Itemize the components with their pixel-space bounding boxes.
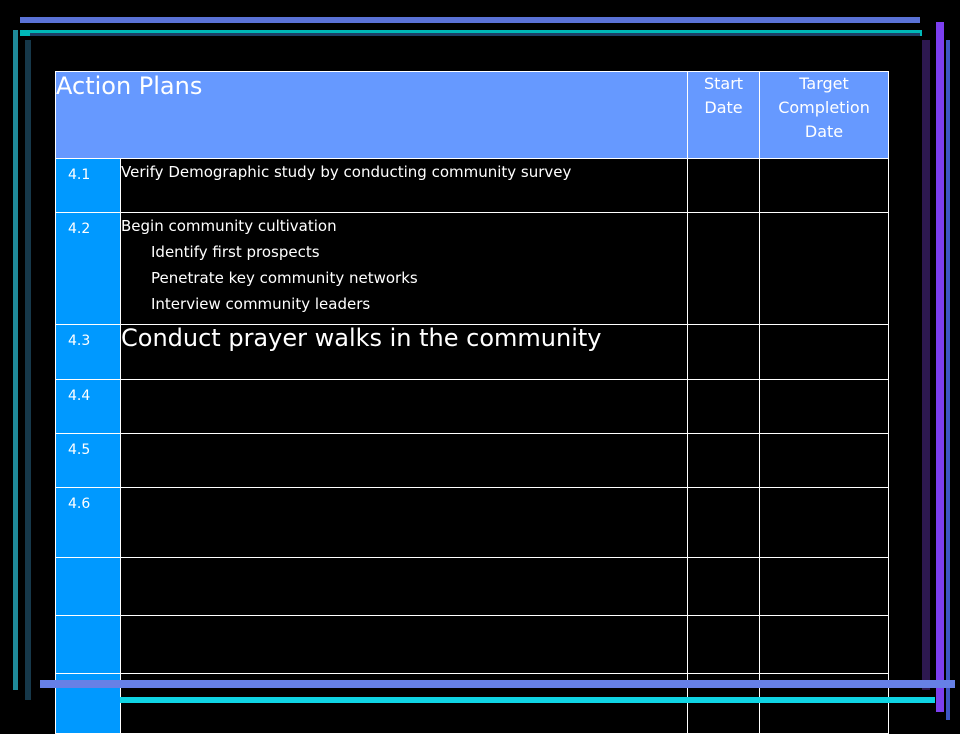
target-completion-date-header [760, 72, 889, 159]
table-row [56, 488, 889, 558]
row-number [56, 558, 121, 616]
row-description: Verify Demographic study by conducting community survey [121, 159, 688, 213]
row-sub-item: Interview community leaders [151, 295, 371, 313]
start-date-cell [688, 616, 760, 674]
start-date-cell [688, 558, 760, 616]
frame-bar-right-dark [922, 40, 930, 690]
frame-bar-right-blue [946, 40, 950, 720]
start-date-header [688, 72, 760, 159]
row-description [121, 488, 688, 558]
target-date-header-line: Date [804, 122, 844, 141]
table-header-row [56, 72, 889, 159]
table-row [56, 159, 889, 213]
target-date-cell [760, 488, 889, 558]
start-date-cell [688, 325, 760, 380]
target-date-cell [760, 159, 889, 213]
frame-bar-left [13, 30, 18, 690]
row-description [121, 380, 688, 434]
action-plans-table [55, 71, 889, 734]
target-date-cell [760, 325, 889, 380]
frame-bar-top [20, 17, 920, 23]
table-row [56, 616, 889, 674]
row-number: 4.5 [56, 434, 121, 488]
table-row [56, 325, 889, 380]
start-date-cell [688, 434, 760, 488]
frame-bar-bottom-cyan [120, 697, 935, 703]
frame-bar-right [936, 22, 944, 712]
row-number: 4.2 [56, 213, 121, 325]
row-number: 4.4 [56, 380, 121, 434]
row-number [56, 616, 121, 674]
target-date-cell [760, 616, 889, 674]
row-description: Conduct prayer walks in the community [121, 325, 688, 380]
frame-bar-bottom [40, 680, 955, 688]
row-description-main: Begin community cultivation [121, 217, 337, 235]
target-date-cell [760, 213, 889, 325]
table-row [56, 380, 889, 434]
row-description [121, 616, 688, 674]
frame-bar-left-dark [25, 40, 31, 700]
row-sub-item: Identify first prospects [151, 243, 320, 261]
start-date-cell [688, 488, 760, 558]
start-date-cell [688, 159, 760, 213]
table-row [56, 213, 889, 325]
row-description [121, 213, 688, 325]
row-description [121, 434, 688, 488]
target-date-cell [760, 380, 889, 434]
frame-bar-top-dark [30, 33, 920, 36]
start-date-cell [688, 213, 760, 325]
start-date-header-line: Start [703, 74, 744, 93]
start-date-header-line: Date [704, 98, 743, 117]
row-number: 4.3 [56, 325, 121, 380]
target-date-cell [760, 434, 889, 488]
target-date-header-line: Target [799, 74, 849, 93]
action-plans-header: Action Plans [56, 72, 688, 159]
start-date-cell [688, 380, 760, 434]
row-number: 4.6 [56, 488, 121, 558]
row-number: 4.1 [56, 159, 121, 213]
table-row [56, 434, 889, 488]
target-date-header-line: Completion [778, 98, 870, 117]
row-description [121, 558, 688, 616]
table-row [56, 558, 889, 616]
row-sub-item: Penetrate key community networks [151, 269, 418, 287]
target-date-cell [760, 558, 889, 616]
